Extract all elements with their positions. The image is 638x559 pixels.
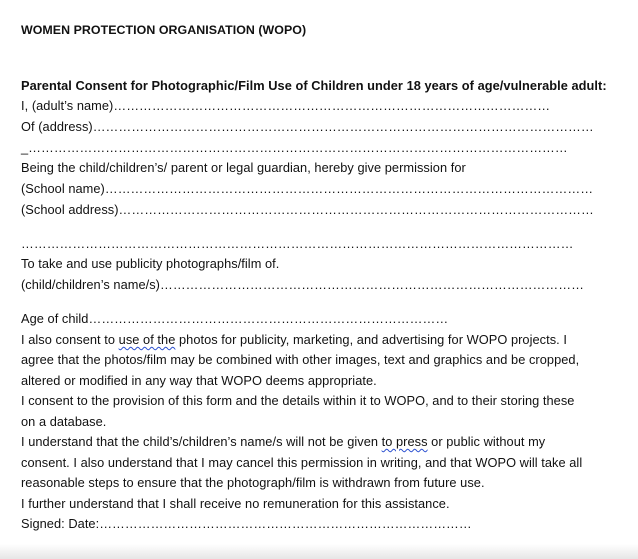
understanding-line-3: reasonable steps to ensure that the photograph/film is withdrawn from future use.	[21, 475, 485, 490]
consent-use-line-1	[21, 332, 567, 348]
child-names-field: (child/children’s name/s)………………………………………………………………………………………	[21, 277, 584, 292]
signature-date-line: Signed: Date:……………………………………………………………………………	[21, 516, 472, 531]
understanding-line-1	[21, 434, 545, 450]
spelling-mark-to-press: to press	[381, 434, 428, 449]
consent-use-text-start: I also consent to	[21, 332, 119, 347]
organisation-title: WOMEN PROTECTION ORGANISATION (WOPO)	[21, 23, 307, 37]
remuneration-statement: I further understand that I shall receive no remuneration for this assistance.	[21, 496, 450, 511]
school-address-field-line-2: …………………………………………………………………………………………………………………	[21, 236, 574, 251]
consent-provision-line-2: on a database.	[21, 414, 107, 429]
page-bottom-edge	[0, 544, 638, 559]
consent-provision-line-1: I consent to the provision of this form and the details within it to WOPO, and to their storing these	[21, 393, 575, 408]
understanding-line-2: consent. I also understand that I may cancel this permission in writing, and that WOPO will take all	[21, 455, 583, 470]
take-use-statement: To take and use publicity photographs/film of.	[21, 256, 280, 271]
spelling-mark-use-of-the: use of the	[118, 332, 176, 347]
consent-use-line-3: altered or modified in any way that WOPO deems appropriate.	[21, 373, 377, 388]
school-address-field: (School address)…………………………………………………………………………………………………	[21, 202, 594, 217]
understanding-text-start: I understand that the child’s/children’s name/s will not be given	[21, 434, 382, 449]
understanding-text-end: or public without my	[427, 434, 546, 449]
guardian-statement: Being the child/children’s/ parent or legal guardian, hereby give permission for	[21, 160, 466, 175]
consent-use-text-end: photos for publicity, marketing, and advertising for WOPO projects. I	[175, 332, 567, 347]
consent-use-line-2: agree that the photos/film may be combined with other images, text and graphics and be cropped,	[21, 352, 580, 367]
address-field: Of (address)………………………………………………………………………………………………………	[21, 119, 594, 134]
school-name-field: (School name)……………………………………………………………………………………………………	[21, 181, 594, 196]
address-field-line-2: _………………………………………………………………………………………………………………	[21, 140, 568, 155]
age-of-child-field: Age of child…………………………………………………………………………	[21, 311, 449, 326]
form-heading: Parental Consent for Photographic/Film Use of Children under 18 years of age/vulnerable adult:	[21, 78, 607, 93]
adult-name-field: I, (adult’s name)…………………………………………………………………………………………	[21, 98, 551, 113]
